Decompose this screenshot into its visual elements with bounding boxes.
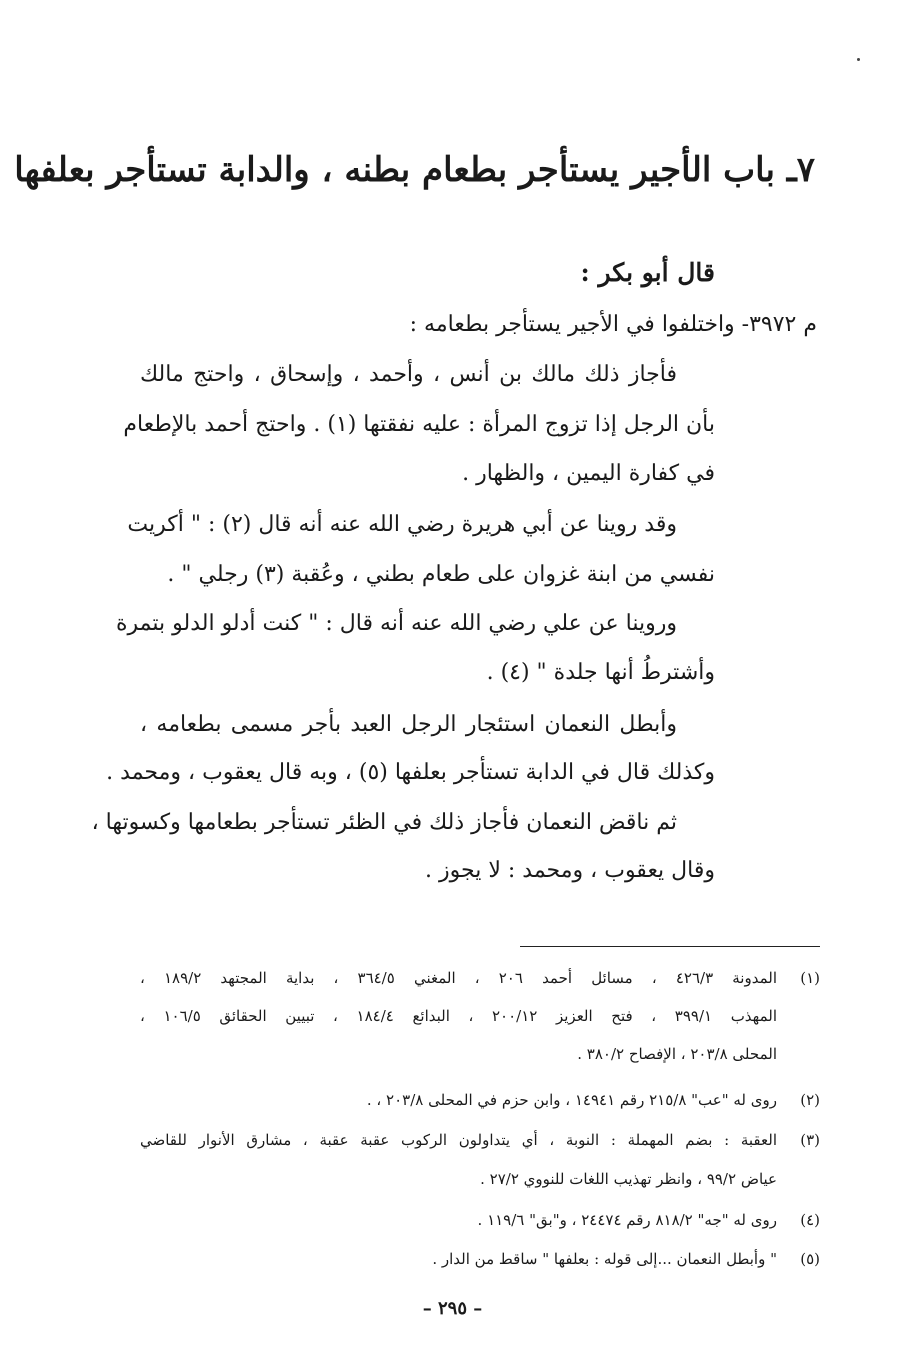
- footnote-2-line-1: روى له "عب" ٢١٥/٨ رقم ١٤٩٤١ ، وابن حزم في المحلى ٢٠٣/٨ ، .: [366, 1091, 777, 1109]
- footnote-1-line-2: المهذب ٣٩٩/١ ، فتح العزيز ٢٠٠/١٢ ، البدائع ١٨٤/٤ ، تبيين الحقائق ١٠٦/٥ ،: [140, 1007, 778, 1025]
- scan-speck: [857, 58, 860, 61]
- footnote-3-line-1: العقبة : بضم المهملة : النوبة ، أي يتداولون الركوب عقبة عقبة ، مشارق الأنوار للقاضي: [140, 1131, 777, 1149]
- footnote-5-line-1: " وأبطل النعمان ...إلى قوله : بعلفها " ساقط من الدار .: [432, 1250, 777, 1268]
- paragraph-3-line-1: وروينا عن علي رضي الله عنه أنه قال : " كنت أدلو الدلو بتمرة: [116, 611, 677, 636]
- footnote-1-number: (١): [800, 969, 820, 987]
- footnote-3-line-2: عياض ٩٩/٢ ، وانظر تهذيب اللغات للنووي ٢٧/٢ .: [480, 1170, 777, 1188]
- paragraph-1-line-2: بأن الرجل إذا تزوج المرأة : عليه نفقتها (١) . واحتج أحمد بالإطعام: [123, 412, 715, 437]
- footnote-3-number: (٣): [800, 1131, 820, 1149]
- footnote-divider: [520, 946, 820, 947]
- paragraph-1-line-1: فأجاز ذلك مالك بن أنس ، وأحمد ، وإسحاق ، واحتج مالك: [140, 362, 677, 387]
- paragraph-1-line-3: في كفارة اليمين ، والظهار .: [462, 461, 715, 486]
- paragraph-2-line-2: نفسي من ابنة غزوان على طعام بطني ، وعُقبة (٣) رجلي " .: [167, 562, 715, 587]
- footnote-5-number: (٥): [800, 1250, 820, 1268]
- chapter-title: ٧ـ باب الأجير يستأجر بطعام بطنه ، والدابة تستأجر بعلفها: [14, 150, 815, 190]
- paragraph-4-line-1: وأبطل النعمان استئجار الرجل العبد بأجر مسمى بطعامه ،: [140, 712, 677, 737]
- footnote-4-number: (٤): [800, 1211, 820, 1229]
- paragraph-3-line-2: وأشترطُ أنها جلدة " (٤) .: [486, 660, 715, 685]
- footnote-4-line-1: روى له "جه" ٨١٨/٢ رقم ٢٤٤٧٤ ، و"بق" ١١٩/٦ .: [477, 1211, 777, 1229]
- paragraph-4-line-2: وكذلك قال في الدابة تستأجر بعلفها (٥) ، وبه قال يعقوب ، ومحمد .: [106, 760, 715, 785]
- page-number: – ٢٩٥ –: [422, 1298, 483, 1319]
- intro-line: قال أبو بكر :: [580, 258, 715, 287]
- paragraph-5-line-2: وقال يعقوب ، ومحمد : لا يجوز .: [425, 858, 715, 883]
- footnote-1-line-1: المدونة ٤٢٦/٣ ، مسائل أحمد ٢٠٦ ، المغني ٣٦٤/٥ ، بداية المجتهد ١٨٩/٢ ،: [140, 969, 778, 987]
- paragraph-5-line-1: ثم ناقض النعمان فأجاز ذلك في الظئر تستأجر بطعامها وكسوتها ،: [91, 810, 677, 835]
- footnote-1-line-3: المحلى ٢٠٣/٨ ، الإفصاح ٣٨٠/٢ .: [577, 1045, 777, 1063]
- issue-line: م ٣٩٧٢- واختلفوا في الأجير يستأجر بطعامه :: [409, 312, 817, 337]
- paragraph-2-line-1: وقد روينا عن أبي هريرة رضي الله عنه أنه قال (٢) : " أكريت: [127, 512, 677, 537]
- footnote-2-number: (٢): [800, 1091, 820, 1109]
